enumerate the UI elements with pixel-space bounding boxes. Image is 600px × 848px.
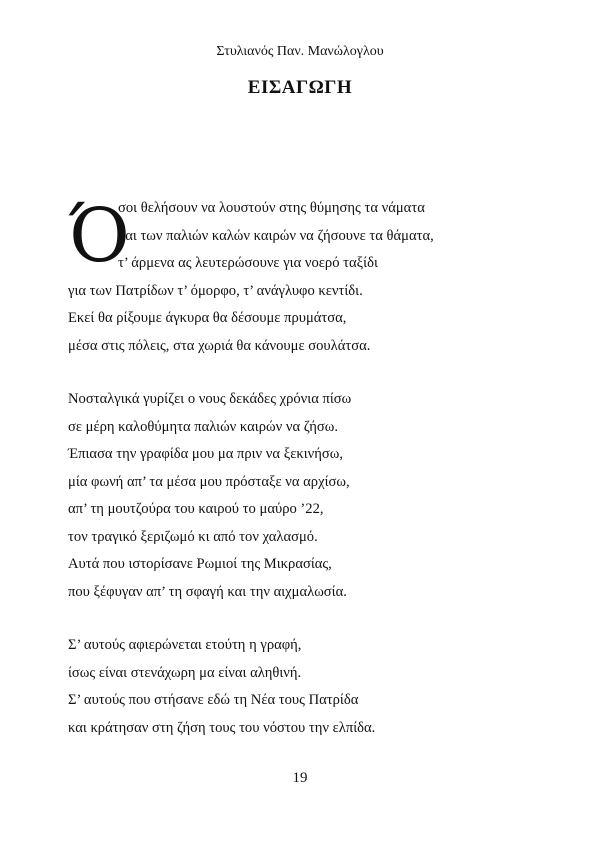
poem-line: σε μέρη καλοθύμητα παλιών καιρών να ζήσω. bbox=[68, 418, 338, 435]
drop-cap: Ό bbox=[68, 193, 130, 279]
poem-line: μία φωνή απ’ τα μέσα μου πρόσταξε να αρχίσω, bbox=[68, 473, 350, 490]
poem-line: απ’ τη μουτζούρα του καιρού το μαύρο ’22, bbox=[68, 501, 324, 517]
poem-line: σοι θελήσουν να λουστούν στης θύμησης τα νάματα bbox=[118, 200, 425, 216]
poem-line: Σ’ αυτούς αφιερώνεται ετούτη η γραφή, bbox=[68, 637, 302, 653]
poem-line: Σ’ αυτούς που στήσανε εδώ τη Νέα τους Πατρίδα bbox=[68, 692, 359, 708]
poem-line: μέσα στις πόλεις, στα χωριά θα κάνουμε σουλάτσα. bbox=[68, 337, 371, 354]
poem-line: Έπιασα την γραφίδα μου μα πριν να ξεκινήσω, bbox=[68, 446, 343, 462]
poem-line: που ξέφυγαν απ’ τη σφαγή και την αιχμαλωσία. bbox=[68, 583, 347, 600]
stanza-1 bbox=[68, 195, 538, 360]
stanza-3 bbox=[68, 632, 538, 742]
poem-line: Νοσταλγικά γυρίζει ο νους δεκάδες χρόνια πίσω bbox=[68, 391, 352, 407]
chapter-title: ΕΙΣΑΓΩΓΗ bbox=[247, 77, 353, 98]
poem-body bbox=[68, 195, 538, 768]
poem-line: Αυτά που ιστορίσανε Ρωμιοί της Μικρασίας, bbox=[68, 556, 332, 572]
stanza-2 bbox=[68, 386, 538, 606]
poem-line: για των Πατρίδων τ’ όμορφο, τ’ ανάγλυφο κεντίδι. bbox=[68, 282, 363, 299]
poem-line: και κράτησαν στη ζήση τους του νόστου την ελπίδα. bbox=[68, 719, 376, 736]
poem-line: τ’ άρμενα ας λευτερώσουνε για νοερό ταξίδι bbox=[118, 255, 378, 271]
poem-line: Εκεί θα ρίξουμε άγκυρα θα δέσουμε πρυμάτσα, bbox=[68, 310, 347, 326]
poem-line: τον τραγικό ξεριζωμό κι από τον χαλασμό. bbox=[68, 528, 318, 545]
page-number: 19 bbox=[292, 770, 308, 786]
running-header-author: Στυλιανός Παν. Μανώλογλου bbox=[216, 44, 384, 59]
poem-line: και των παλιών καλών καιρών να ζήσουνε τα θάματα, bbox=[118, 227, 434, 244]
poem-line: ίσως είναι στενάχωρη μα είναι αληθινή. bbox=[68, 664, 302, 681]
